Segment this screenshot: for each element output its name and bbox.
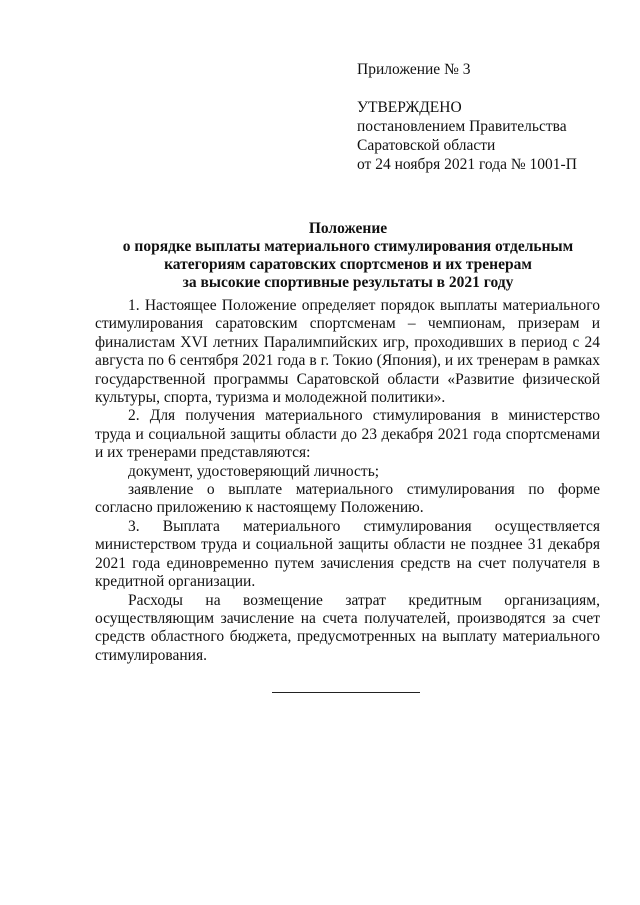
approved-date: от 24 ноября 2021 года № 1001-П [357, 156, 577, 173]
paragraph-2-item-1: документ, удостоверяющий личность; [128, 462, 380, 480]
paragraph-2: 2. Для получения материального стимулирования в министерство труда и социальной защиты области до 23 декабря 2021 года спортсменами и их тренерами представляются: [95, 407, 600, 462]
end-divider [272, 692, 420, 693]
approved-label: УТВЕРЖДЕНО [357, 99, 462, 116]
approval-stamp [357, 60, 577, 174]
paragraph-4: Расходы на возмещение затрат кредитным организациям, осуществляющим зачисление на счета получателей, производятся за счет средств областного бюджета, предусмотренных на выплату материального стимулирования. [95, 591, 600, 664]
paragraph-2-item-2: заявление о выплате материального стимулирования по форме согласно приложению к настоящему Положению. [95, 481, 600, 517]
paragraph-3: 3. Выплата материального стимулирования осуществляется министерством труда и социальной защиты области не позднее 31 декабря 2021 года единовременно путем зачисления средств на счет получателя в кредитной организации. [95, 517, 600, 591]
title-line-2: о порядке выплаты материального стимулирования отдельным [122, 238, 574, 255]
paragraph-1: 1. Настоящее Положение определяет порядок выплаты материального стимулирования саратовским спортсменам – чемпионам, призерам и финалистам XVI летних Паралимпийских игр, проходивших в период с 24 августа по 6 сентября 2021 года в г. Токио (Япония), и их тренерам в рамках государственной программы Саратовской области «Развитие физической культуры, спорта, туризма и молодежной политики». [95, 297, 600, 407]
approved-by: постановлением Правительства [357, 118, 567, 135]
title-line-1: Положение [308, 220, 388, 237]
document-body [95, 297, 600, 665]
document-title [96, 220, 600, 292]
appendix-number: Приложение № 3 [357, 61, 471, 78]
title-line-3: категориям саратовских спортсменов и их тренерам [164, 256, 532, 273]
title-line-4: за высокие спортивные результаты в 2021 году [182, 274, 514, 291]
approved-region: Саратовской области [357, 137, 496, 154]
